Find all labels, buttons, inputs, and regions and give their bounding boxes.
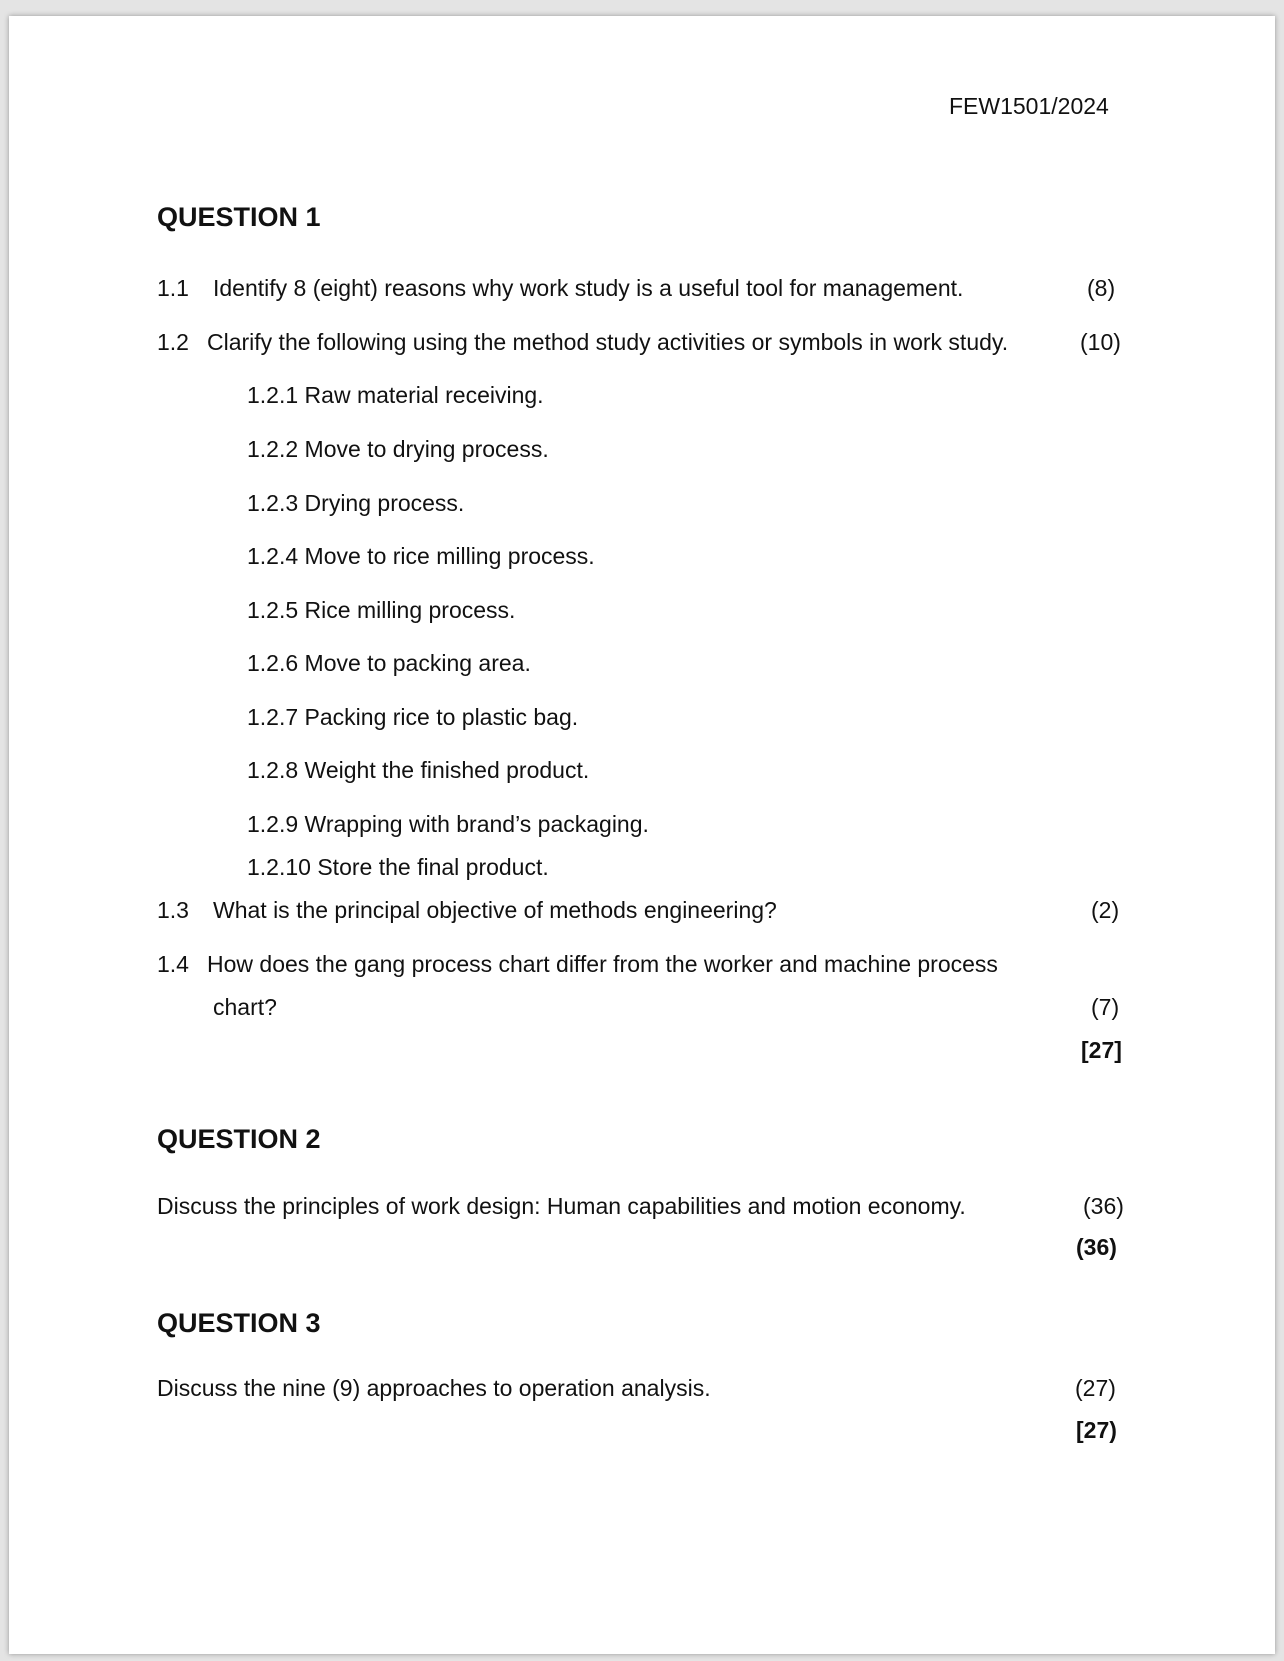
q1-2-8-item: 1.2.8 Weight the finished product.	[247, 757, 590, 783]
document-code: FEW1501/2024	[949, 93, 1109, 119]
q1-2-text: Clarify the following using the method study activities or symbols in work study.	[207, 329, 1009, 355]
q1-2-2-item: 1.2.2 Move to drying process.	[247, 436, 549, 462]
q1-3-number: 1.3	[157, 897, 189, 923]
question-3-total: [27)	[1076, 1417, 1117, 1443]
q1-4-marks: (7)	[1091, 994, 1120, 1020]
q2-marks: (36)	[1083, 1193, 1124, 1219]
q1-1-number: 1.1	[157, 275, 189, 301]
question-2-total: (36)	[1076, 1234, 1117, 1260]
q1-4-number: 1.4	[157, 951, 189, 977]
q1-3-text: What is the principal objective of methods engineering?	[213, 897, 777, 923]
q2-text: Discuss the principles of work design: Human capabilities and motion economy.	[157, 1193, 966, 1219]
q1-2-9-item: 1.2.9 Wrapping with brand’s packaging.	[247, 811, 649, 837]
question-1-total: [27]	[1081, 1037, 1122, 1063]
q1-2-4-item: 1.2.4 Move to rice milling process.	[247, 543, 595, 569]
q1-1-marks: (8)	[1087, 275, 1116, 301]
q1-1-text: Identify 8 (eight) reasons why work study is a useful tool for management.	[213, 275, 964, 301]
q1-2-7-item: 1.2.7 Packing rice to plastic bag.	[247, 704, 579, 730]
q1-2-10-item: 1.2.10 Store the final product.	[247, 854, 549, 880]
question-3-heading: QUESTION 3	[157, 1308, 321, 1338]
q1-4-text-line2: chart?	[213, 994, 277, 1020]
q3-text: Discuss the nine (9) approaches to operation analysis.	[157, 1375, 711, 1401]
q1-4-text-line1: How does the gang process chart differ from the worker and machine process	[207, 951, 998, 977]
question-2-heading: QUESTION 2	[157, 1124, 321, 1154]
q1-2-marks: (10)	[1080, 329, 1121, 355]
q1-3-marks: (2)	[1091, 897, 1120, 923]
q3-marks: (27)	[1075, 1375, 1116, 1401]
q1-2-number: 1.2	[157, 329, 189, 355]
q1-2-3-item: 1.2.3 Drying process.	[247, 490, 465, 516]
document-page	[9, 16, 1275, 1654]
q1-2-6-item: 1.2.6 Move to packing area.	[247, 650, 531, 676]
q1-2-5-item: 1.2.5 Rice milling process.	[247, 597, 516, 623]
question-1-heading: QUESTION 1	[157, 202, 321, 232]
q1-2-1-item: 1.2.1 Raw material receiving.	[247, 382, 544, 408]
